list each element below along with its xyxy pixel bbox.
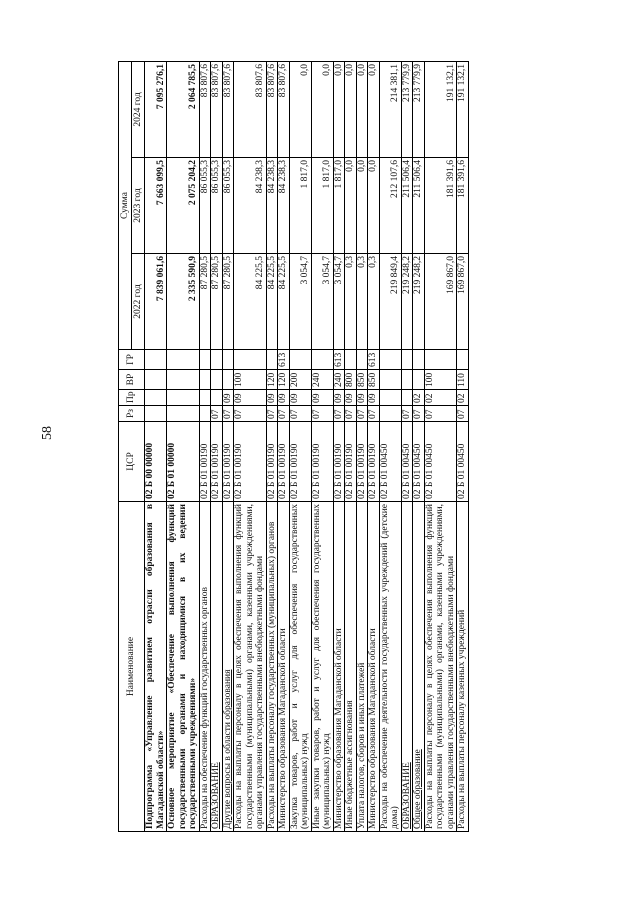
- cell-y2023: 0,0: [345, 158, 357, 254]
- cell-rz: 07: [311, 406, 333, 422]
- cell-vr: 120: [266, 370, 278, 390]
- cell-y2024: 0,0: [345, 61, 357, 157]
- table-row: [345, 61, 357, 831]
- cell-y2023: 0,0: [356, 158, 368, 254]
- cell-y2023: 86 055,3: [199, 158, 211, 254]
- cell-name: Расходы на выплаты персоналу в целях обеспечения выполнения функций государственными (муниципальными) органами, казенными учреждениями, органами управления государственными внебюджетными фондами: [234, 502, 267, 832]
- cell-pr: 09: [345, 390, 357, 406]
- cell-rz: [379, 406, 401, 422]
- cell-rz: 07: [356, 406, 368, 422]
- cell-y2023: 86 055,3: [222, 158, 234, 254]
- table-row: [424, 61, 457, 831]
- cell-name: Расходы на выплаты персоналу государственных (муниципальных) органов: [266, 502, 278, 832]
- table-body: [145, 61, 469, 831]
- cell-gr: [222, 350, 234, 370]
- cell-csr: 02 Б 01 00190: [234, 422, 267, 502]
- cell-y2022: 87 280,5: [199, 254, 211, 350]
- col-header-pr: Пр: [119, 390, 145, 406]
- cell-y2023: 84 238,3: [278, 158, 290, 254]
- cell-rz: 07: [266, 406, 278, 422]
- cell-name: Расходы на выплаты персоналу в целях обеспечения выполнения функций государственными (муниципальными) органами, казенными учреждениями, органами управления государственными внебюджетными фондами: [424, 502, 457, 832]
- cell-name: ОБРАЗОВАНИЕ: [211, 502, 223, 832]
- table-row: [222, 61, 234, 831]
- cell-y2022: 169 867,0: [424, 254, 457, 350]
- cell-csr: 02 Б 01 00190: [368, 422, 380, 502]
- cell-csr: 02 Б 01 00190: [356, 422, 368, 502]
- cell-y2023: 0,0: [368, 158, 380, 254]
- cell-gr: [211, 350, 223, 370]
- cell-pr: 02: [424, 390, 457, 406]
- cell-name: Министерство образования Магаданской области: [333, 502, 345, 832]
- cell-pr: [145, 390, 167, 406]
- cell-pr: [199, 390, 211, 406]
- cell-gr: [234, 350, 267, 370]
- cell-y2022: 7 839 061,6: [145, 254, 167, 350]
- col-header-vr: ВР: [119, 370, 145, 390]
- table-row: [266, 61, 278, 831]
- cell-csr: 02 Б 01 00450: [424, 422, 457, 502]
- cell-y2022: 3 054,7: [311, 254, 333, 350]
- cell-name: Расходы на обеспечение функций государственных органов: [199, 502, 211, 832]
- cell-y2022: 0,3: [368, 254, 380, 350]
- cell-name: Общее образование: [413, 502, 425, 832]
- cell-pr: 02: [457, 390, 469, 406]
- cell-vr: 100: [424, 370, 457, 390]
- table-row: [145, 61, 167, 831]
- cell-rz: 07: [289, 406, 311, 422]
- cell-vr: [145, 370, 167, 390]
- cell-vr: 850: [356, 370, 368, 390]
- cell-y2024: 0,0: [289, 61, 311, 157]
- cell-y2024: 7 095 276,1: [145, 61, 167, 157]
- cell-pr: [379, 390, 401, 406]
- cell-rz: 07: [211, 406, 223, 422]
- cell-y2023: 84 238,3: [234, 158, 267, 254]
- cell-rz: [199, 406, 211, 422]
- cell-rz: 07: [401, 406, 413, 422]
- cell-csr: 02 Б 01 00450: [379, 422, 401, 502]
- cell-y2022: 87 280,5: [211, 254, 223, 350]
- budget-table-rotated: [118, 62, 598, 832]
- page-number: 58: [40, 426, 55, 440]
- cell-gr: [401, 350, 413, 370]
- table-row: [234, 61, 267, 831]
- cell-gr: [356, 350, 368, 370]
- cell-vr: 240: [311, 370, 333, 390]
- cell-rz: 07: [457, 406, 469, 422]
- cell-y2022: 3 054,7: [333, 254, 345, 350]
- table-row: [199, 61, 211, 831]
- col-header-name: Наименование: [119, 502, 145, 832]
- cell-csr: 02 Б 01 00190: [278, 422, 290, 502]
- cell-name: Основное мероприятие «Обеспечение выполнения функций государственными органами и находящимися в их ведении государственными учреждениями»: [167, 502, 200, 832]
- cell-y2022: 0,3: [345, 254, 357, 350]
- cell-rz: 07: [222, 406, 234, 422]
- table-row: [278, 61, 290, 831]
- cell-rz: 07: [278, 406, 290, 422]
- table-row: [457, 61, 469, 831]
- cell-vr: 200: [289, 370, 311, 390]
- cell-gr: [311, 350, 333, 370]
- cell-pr: 09: [333, 390, 345, 406]
- cell-vr: 240: [333, 370, 345, 390]
- cell-rz: 07: [234, 406, 267, 422]
- cell-vr: [379, 370, 401, 390]
- cell-y2023: 1 817,0: [311, 158, 333, 254]
- cell-name: ОБРАЗОВАНИЕ: [401, 502, 413, 832]
- cell-rz: 07: [333, 406, 345, 422]
- cell-name: Расходы на выплаты персоналу казенных учреждений: [457, 502, 469, 832]
- cell-pr: 09: [356, 390, 368, 406]
- cell-csr: 02 Б 01 00190: [311, 422, 333, 502]
- cell-gr: [413, 350, 425, 370]
- cell-name: Министерство образования Магаданской области: [278, 502, 290, 832]
- cell-gr: [345, 350, 357, 370]
- table-row: [333, 61, 345, 831]
- cell-pr: 09: [311, 390, 333, 406]
- cell-y2024: 214 381,1: [379, 61, 401, 157]
- cell-y2024: 83 807,6: [222, 61, 234, 157]
- cell-name: Уплата налогов, сборов и иных платежей: [356, 502, 368, 832]
- cell-csr: 02 Б 01 00190: [266, 422, 278, 502]
- col-header-2024: 2024 год: [132, 61, 145, 157]
- cell-y2022: 0,3: [356, 254, 368, 350]
- cell-gr: [379, 350, 401, 370]
- table-row: [311, 61, 333, 831]
- cell-csr: 02 Б 01 00190: [199, 422, 211, 502]
- cell-vr: 120: [278, 370, 290, 390]
- cell-y2023: 2 075 204,2: [167, 158, 200, 254]
- cell-y2024: 2 064 785,5: [167, 61, 200, 157]
- cell-csr: 02 Б 01 00450: [401, 422, 413, 502]
- cell-y2023: 181 391,6: [457, 158, 469, 254]
- cell-csr: 02 Б 01 00190: [222, 422, 234, 502]
- cell-csr: 02 Б 01 00190: [289, 422, 311, 502]
- cell-y2022: 169 867,0: [457, 254, 469, 350]
- cell-gr: [424, 350, 457, 370]
- cell-y2022: 87 280,5: [222, 254, 234, 350]
- cell-name: Другие вопросы в области образования: [222, 502, 234, 832]
- cell-vr: [211, 370, 223, 390]
- cell-y2024: 213 779,9: [401, 61, 413, 157]
- cell-y2022: 84 225,5: [278, 254, 290, 350]
- col-header-gr: ГР: [119, 350, 145, 370]
- col-header-sum: Сумма: [119, 61, 132, 349]
- cell-y2024: 83 807,6: [266, 61, 278, 157]
- table-row: [379, 61, 401, 831]
- cell-y2023: 181 391,6: [424, 158, 457, 254]
- cell-gr: 613: [333, 350, 345, 370]
- cell-name: Закупка товаров, работ и услуг для обеспечения государственных (муниципальных) нужд: [289, 502, 311, 832]
- cell-csr: 02 Б 01 00000: [167, 422, 200, 502]
- cell-gr: 613: [368, 350, 380, 370]
- cell-y2022: 219 248,2: [401, 254, 413, 350]
- cell-y2024: 0,0: [333, 61, 345, 157]
- cell-rz: 07: [345, 406, 357, 422]
- cell-vr: 100: [234, 370, 267, 390]
- cell-pr: [401, 390, 413, 406]
- cell-csr: 02 Б 01 00450: [413, 422, 425, 502]
- cell-name: Подпрограмма «Управление развитием отрасли образования в Магаданской области»: [145, 502, 167, 832]
- cell-gr: [289, 350, 311, 370]
- cell-y2022: 3 054,7: [289, 254, 311, 350]
- cell-pr: 09: [368, 390, 380, 406]
- cell-pr: 09: [289, 390, 311, 406]
- cell-pr: [167, 390, 200, 406]
- col-header-2022: 2022 год: [132, 254, 145, 350]
- cell-gr: [145, 350, 167, 370]
- cell-pr: 09: [266, 390, 278, 406]
- cell-y2024: 83 807,6: [199, 61, 211, 157]
- cell-csr: 02 Б 01 00450: [457, 422, 469, 502]
- cell-y2024: 191 132,1: [424, 61, 457, 157]
- table-row: [211, 61, 223, 831]
- cell-vr: [413, 370, 425, 390]
- cell-pr: [211, 390, 223, 406]
- col-header-2023: 2023 год: [132, 158, 145, 254]
- cell-gr: [199, 350, 211, 370]
- cell-y2023: 86 055,3: [211, 158, 223, 254]
- cell-vr: [167, 370, 200, 390]
- cell-name: Иные закупки товаров, работ и услуг для обеспечения государственных (муниципальных) нужд: [311, 502, 333, 832]
- cell-vr: [199, 370, 211, 390]
- cell-name: Иные бюджетные ассигнования: [345, 502, 357, 832]
- cell-y2023: 7 663 099,5: [145, 158, 167, 254]
- cell-name: Министерство образования Магаданской области: [368, 502, 380, 832]
- cell-vr: 850: [368, 370, 380, 390]
- table-row: [401, 61, 413, 831]
- cell-rz: 07: [368, 406, 380, 422]
- cell-y2024: 83 807,6: [234, 61, 267, 157]
- cell-y2024: 191 132,1: [457, 61, 469, 157]
- cell-y2022: 2 335 590,9: [167, 254, 200, 350]
- cell-rz: [167, 406, 200, 422]
- cell-y2024: 0,0: [356, 61, 368, 157]
- cell-csr: 02 Б 01 00190: [211, 422, 223, 502]
- cell-pr: 02: [413, 390, 425, 406]
- cell-y2023: 212 107,6: [379, 158, 401, 254]
- cell-y2024: 83 807,6: [278, 61, 290, 157]
- cell-rz: 07: [413, 406, 425, 422]
- cell-y2024: 0,0: [368, 61, 380, 157]
- cell-y2024: 83 807,6: [211, 61, 223, 157]
- cell-rz: [145, 406, 167, 422]
- table-row: [356, 61, 368, 831]
- cell-pr: 09: [234, 390, 267, 406]
- table-row: [413, 61, 425, 831]
- cell-vr: 110: [457, 370, 469, 390]
- cell-vr: 800: [345, 370, 357, 390]
- cell-y2022: 219 849,4: [379, 254, 401, 350]
- cell-gr: [167, 350, 200, 370]
- cell-csr: 02 Б 00 00000: [145, 422, 167, 502]
- cell-y2022: 219 248,2: [413, 254, 425, 350]
- cell-csr: 02 Б 01 00190: [333, 422, 345, 502]
- cell-rz: 07: [424, 406, 457, 422]
- table-row: [167, 61, 200, 831]
- cell-gr: [457, 350, 469, 370]
- table-row: [368, 61, 380, 831]
- table-row: [289, 61, 311, 831]
- col-header-csr: ЦСР: [119, 422, 145, 502]
- cell-name: Расходы на обеспечение деятельности государственных учреждений (детские дома): [379, 502, 401, 832]
- cell-y2023: 1 817,0: [333, 158, 345, 254]
- cell-gr: [266, 350, 278, 370]
- budget-table: [118, 61, 469, 832]
- cell-y2022: 84 225,5: [234, 254, 267, 350]
- cell-pr: 09: [222, 390, 234, 406]
- cell-vr: [222, 370, 234, 390]
- cell-y2024: 0,0: [311, 61, 333, 157]
- cell-vr: [401, 370, 413, 390]
- col-header-rz: Рз: [119, 406, 145, 422]
- cell-gr: 613: [278, 350, 290, 370]
- cell-y2022: 84 225,5: [266, 254, 278, 350]
- cell-y2023: 211 506,4: [413, 158, 425, 254]
- cell-y2023: 1 817,0: [289, 158, 311, 254]
- cell-y2023: 211 506,4: [401, 158, 413, 254]
- cell-pr: 09: [278, 390, 290, 406]
- cell-csr: 02 Б 01 00190: [345, 422, 357, 502]
- cell-y2024: 213 779,9: [413, 61, 425, 157]
- cell-y2023: 84 238,3: [266, 158, 278, 254]
